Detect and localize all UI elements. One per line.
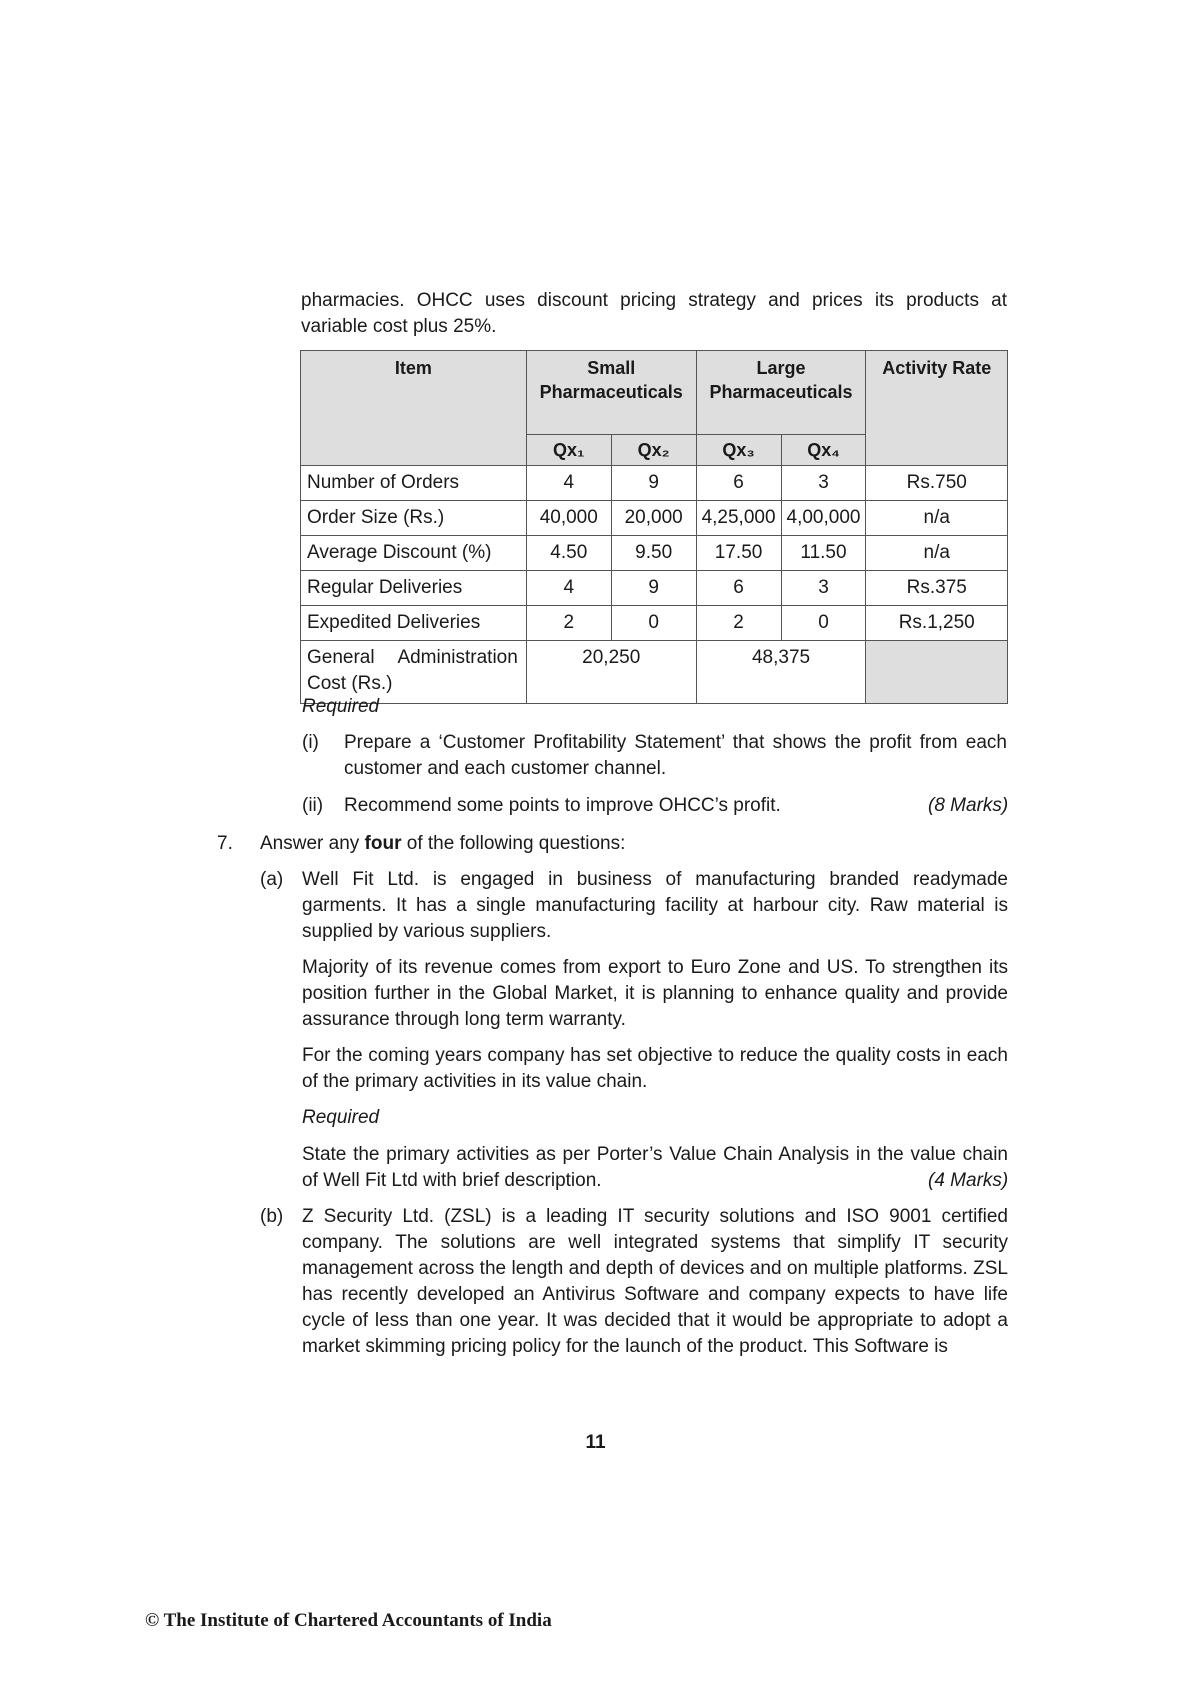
q7b-number: (b) [260,1206,284,1227]
cell-qx4: 3 [781,571,866,606]
row-label: Number of Orders [301,466,527,501]
q7b-paragraph-1: Z Security Ltd. (ZSL) is a leading IT security solutions and ISO 9001 certified company. The solutions are well integrated systems that simplify IT security management across the length and depth of devices and on multiple platforms. ZSL has recently developed an Antivirus Software and company expects to have life cycle of less than one year. It was decided that it would be appropriate to adopt a market skimming pricing policy for the launch of the product. This Software is [302,1206,1008,1357]
cell-qx2: 0 [611,606,696,641]
footer-copyright: © The Institute of Chartered Accountants of India [145,1610,552,1631]
cell-qx1: 2 [526,606,611,641]
q7a-paragraph-2: Majority of its revenue comes from export to Euro Zone and US. To strengthen its position further in the Global Market, it is planning to enhance quality and provide assurance through long term warranty. [302,957,1008,1030]
q7a-number: (a) [260,869,284,890]
table-row [301,536,1008,571]
header-qx1: Qx₁ [526,435,611,466]
row-label: Order Size (Rs.) [301,501,527,536]
row-label: Average Discount (%) [301,536,527,571]
q7a-paragraph-1: Well Fit Ltd. is engaged in business of manufacturing branded readymade garments. It has a single manufacturing facility at harbour city. Raw material is supplied by various suppliers. [302,869,1008,942]
q6-ii-text: Recommend some points to improve OHCC’s profit. [344,795,781,816]
header-qx4: Qx₄ [781,435,866,466]
cell-qx3: 17.50 [696,536,781,571]
cell-ga-small: 20,250 [526,641,696,704]
q7-lead-b: of the following questions: [401,833,626,854]
header-large-pharmaceuticals: Large Pharmaceuticals [696,351,866,435]
cell-ga-large: 48,375 [696,641,866,704]
table-row [301,571,1008,606]
q6-i-number: (i) [302,732,319,753]
cell-qx3: 2 [696,606,781,641]
q7a-paragraph-3: For the coming years company has set objective to reduce the quality costs in each of the primary activities in its value chain. [302,1045,1008,1092]
cell-qx3: 6 [696,466,781,501]
cell-qx4: 0 [781,606,866,641]
q7a-marks: (4 Marks) [928,1170,1009,1191]
table-row [301,466,1008,501]
q6-ii-number: (ii) [302,795,324,816]
q7-lead-bold: four [364,833,402,854]
q7-number: 7. [217,833,233,854]
cell-activity-rate: Rs.1,250 [866,606,1008,641]
page-number: 11 [585,1432,606,1453]
header-activity-rate: Activity Rate [866,351,1008,466]
q6-marks: (8 Marks) [928,795,1009,816]
header-qx2: Qx₂ [611,435,696,466]
ga-label-b: Administration [397,647,518,668]
header-small-pharmaceuticals: Small Pharmaceuticals [526,351,696,435]
q7a-paragraph-4: State the primary activities as per Porter’s Value Chain Analysis in the value chain of Well Fit Ltd with brief description. [302,1144,1008,1191]
header-qx3: Qx₃ [696,435,781,466]
cell-qx4: 11.50 [781,536,866,571]
cell-qx2: 9 [611,571,696,606]
q7-lead-a: Answer any [260,833,365,854]
cell-activity-rate: n/a [866,536,1008,571]
ga-label-a: General [307,647,375,668]
q7a-required: Required [302,1107,380,1128]
cell-qx1: 4.50 [526,536,611,571]
ga-label-c: Cost (Rs.) [307,673,393,694]
cell-qx3: 4,25,000 [696,501,781,536]
table-row [301,606,1008,641]
intro-paragraph: pharmacies. OHCC uses discount pricing strategy and prices its products at variable cost plus 25%. [301,290,1007,337]
cell-activity-rate: Rs.750 [866,466,1008,501]
table-row [301,641,1008,704]
cell-qx1: 4 [526,466,611,501]
cell-qx3: 6 [696,571,781,606]
customer-data-table [300,350,1008,704]
cell-activity-rate: Rs.375 [866,571,1008,606]
cell-qx4: 4,00,000 [781,501,866,536]
cell-qx1: 40,000 [526,501,611,536]
row-label: Regular Deliveries [301,571,527,606]
cell-qx2: 9.50 [611,536,696,571]
table-row [301,501,1008,536]
cell-qx1: 4 [526,571,611,606]
q7-lead [260,831,625,857]
cell-qx2: 9 [611,466,696,501]
cell-qx2: 20,000 [611,501,696,536]
cell-activity-rate: n/a [866,501,1008,536]
header-item: Item [301,351,527,466]
row-label: Expedited Deliveries [301,606,527,641]
cell-qx4: 3 [781,466,866,501]
required-heading: Required [302,696,380,717]
cell-ga-rate [866,641,1008,704]
q6-i-text: Prepare a ‘Customer Profitability Statement’ that shows the profit from each customer and each customer channel. [344,732,1007,779]
